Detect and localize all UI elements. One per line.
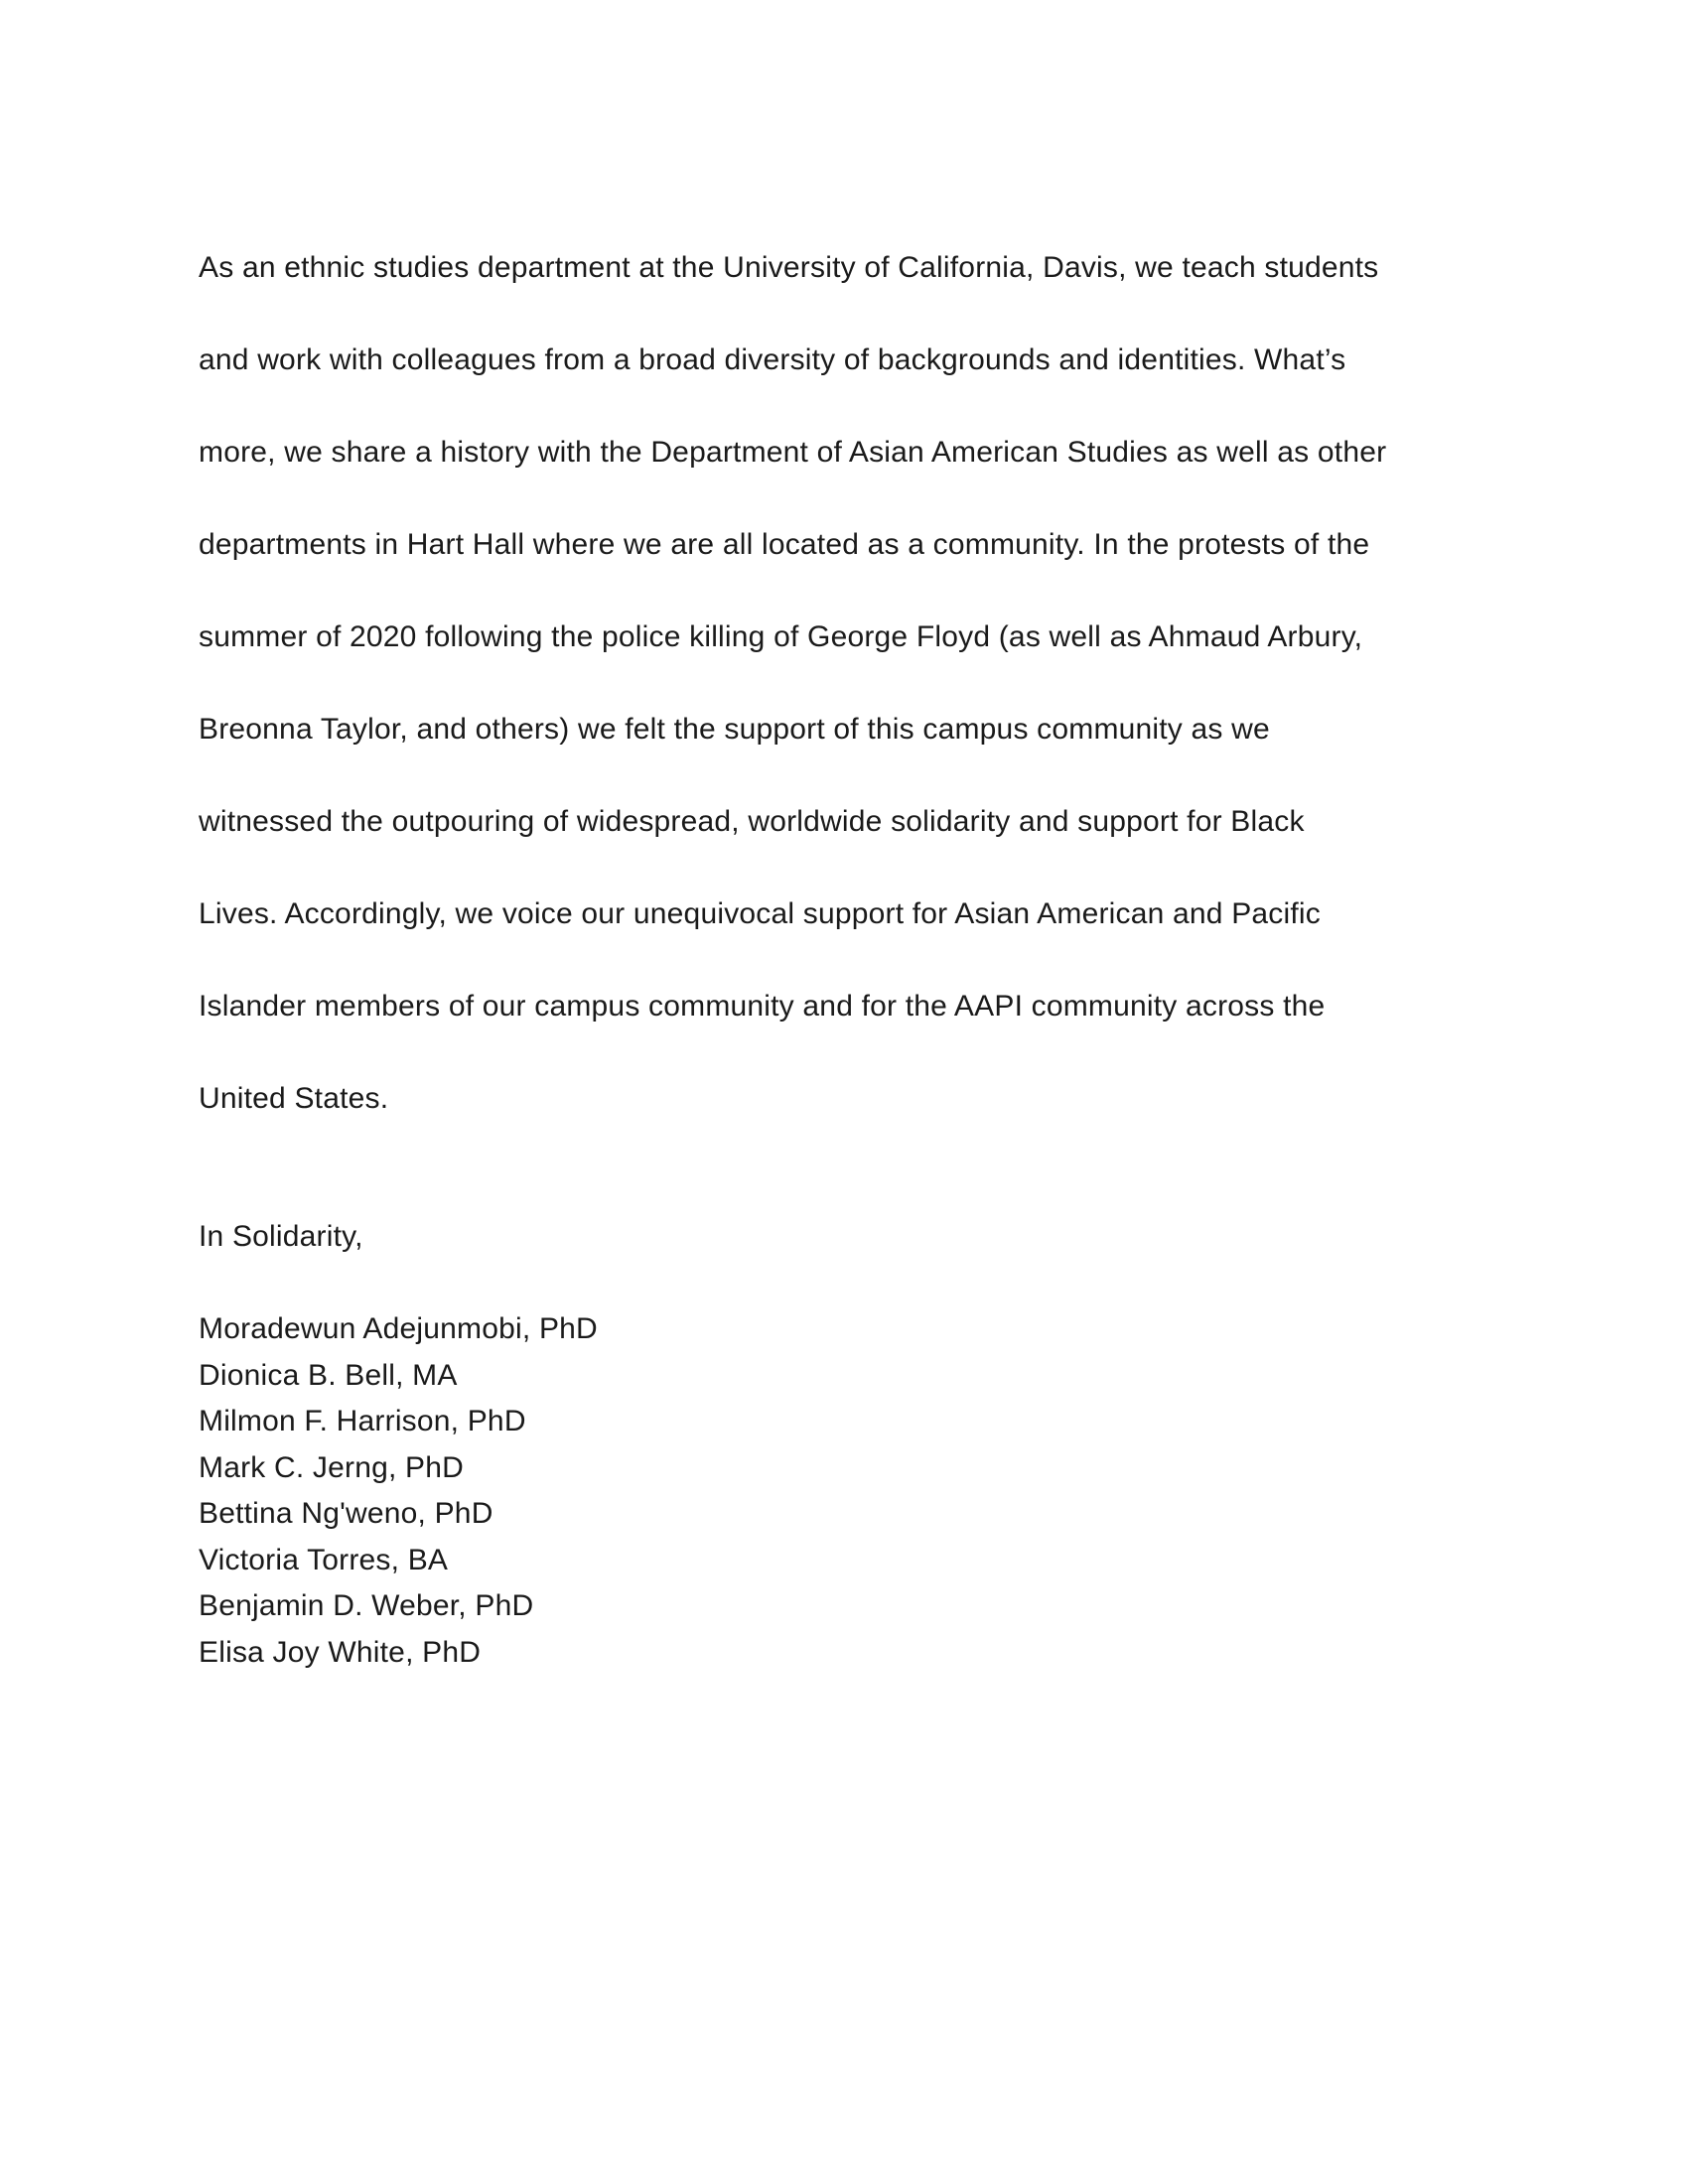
body-line: Lives. Accordingly, we voice our unequivocal support for Asian American and Pacific bbox=[199, 896, 1321, 930]
signatory-name: Benjamin D. Weber, PhD bbox=[199, 1589, 534, 1622]
signatory-name: Elisa Joy White, PhD bbox=[199, 1635, 482, 1669]
signatory-name: Dionica B. Bell, MA bbox=[199, 1358, 458, 1392]
signatory-name: Bettina Ng'weno, PhD bbox=[199, 1497, 493, 1530]
body-line: Breonna Taylor, and others) we felt the support of this campus community as we bbox=[199, 712, 1270, 746]
letter-content bbox=[199, 199, 1489, 1676]
body-paragraph bbox=[199, 199, 1489, 1168]
body-line: witnessed the outpouring of widespread, worldwide solidarity and support for Black bbox=[199, 804, 1305, 838]
signatory-list bbox=[199, 1306, 1489, 1676]
body-line: United States. bbox=[199, 1081, 389, 1115]
signatory-name: Milmon F. Harrison, PhD bbox=[199, 1405, 526, 1437]
body-line: and work with colleagues from a broad diversity of backgrounds and identities. What’s bbox=[199, 342, 1346, 376]
closing-salutation: In Solidarity, bbox=[199, 1220, 363, 1253]
signatory-name: Mark C. Jerng, PhD bbox=[199, 1450, 465, 1484]
signatory-name: Moradewun Adejunmobi, PhD bbox=[199, 1312, 598, 1345]
body-line: departments in Hart Hall where we are all located as a community. In the protests of the bbox=[199, 527, 1370, 561]
body-line: more, we share a history with the Department of Asian American Studies as well as other bbox=[199, 435, 1387, 469]
body-line: summer of 2020 following the police killing of George Floyd (as well as Ahmaud Arbury, bbox=[199, 619, 1363, 653]
body-line: Islander members of our campus community and for the AAPI community across the bbox=[199, 989, 1326, 1023]
signatory-name: Victoria Torres, BA bbox=[199, 1543, 449, 1576]
body-line: As an ethnic studies department at the University of California, Davis, we teach students bbox=[199, 250, 1379, 284]
